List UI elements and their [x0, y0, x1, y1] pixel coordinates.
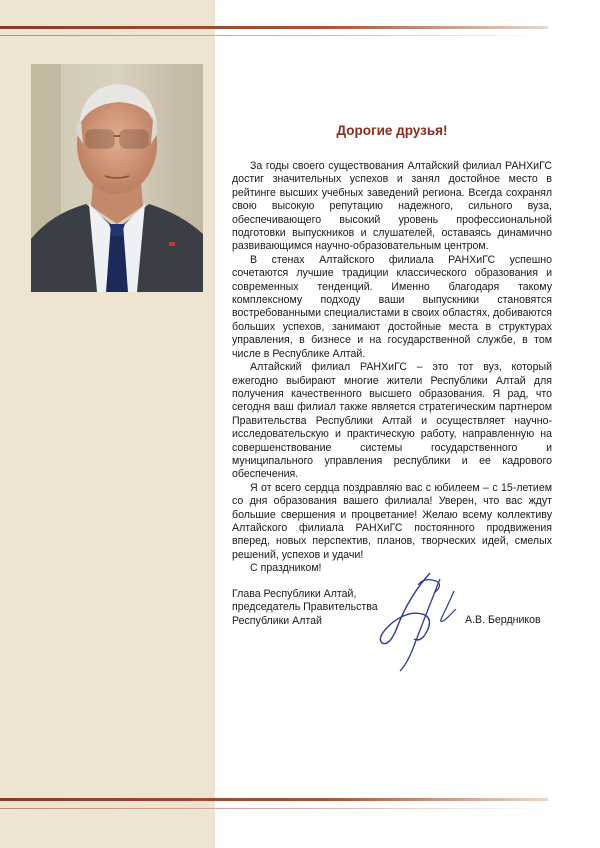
position-line: председатель Правительства	[232, 601, 378, 614]
top-divider	[0, 26, 548, 29]
letter-paragraph: В стенах Алтайского филиала РАНХиГС успешно сочетаются лучшие традиции классического образования и современных тенденций. Именно благодаря такому комплексному подходу ваши выпускники становятся востребованными специалистами в своих областях, добиваются больших успехов, занимают достойные места в структурах управления, в бизнесе и на государственной службе, в том числе в Республике Алтай.	[232, 253, 552, 360]
signatory-name: А.В. Бердников	[465, 614, 541, 626]
letter-closing: С праздником!	[250, 562, 322, 575]
top-divider-thin	[0, 35, 548, 36]
letter-body	[232, 123, 552, 576]
bottom-divider-thin	[0, 808, 548, 809]
bottom-divider	[0, 798, 548, 801]
handwritten-signature	[370, 565, 465, 675]
letter-title: Дорогие друзья!	[336, 123, 448, 138]
portrait-photo	[31, 64, 203, 292]
position-line: Республики Алтай	[232, 614, 322, 627]
letter-paragraph: За годы своего существования Алтайский филиал РАНХиГС достиг значительных успехов и занял достойное место в рейтинге высших учебных заведений региона. Всегда сохранял свою высокую репутацию надежного, сильного вуза, обеспечивающего высокий уровень профессиональной подготовки выпускников и слушателей, оставаясь динамично развивающимся научно-образовательным центром.	[232, 160, 552, 253]
letter-paragraph: Алтайский филиал РАНХиГС – это тот вуз, который ежегодно выбирают многие жители Республики Алтай для получения качественного высшего образования. Я рад, что сегодня ваш филиал также является стратегическим партнером Правительства Республики Алтай и осуществляет научно-исследовательскую и практическую работу, направленную на совершенствование системы государственного и муниципального управления республики и ее кадрового обеспечения.	[232, 361, 552, 481]
letter-paragraph: Я от всего сердца поздравляю вас с юбилеем – с 15-летием со дня образования вашего филиала! Уверен, что вас ждут большие свершения и процветание! Желаю всему коллективу Алтайского филиала РАНХиГС постоянного продвижения вперед, новых перспектив, планов, творческих идей, смелых решений, успехов и удачи!	[232, 481, 552, 561]
position-line: Глава Республики Алтай,	[232, 588, 357, 600]
